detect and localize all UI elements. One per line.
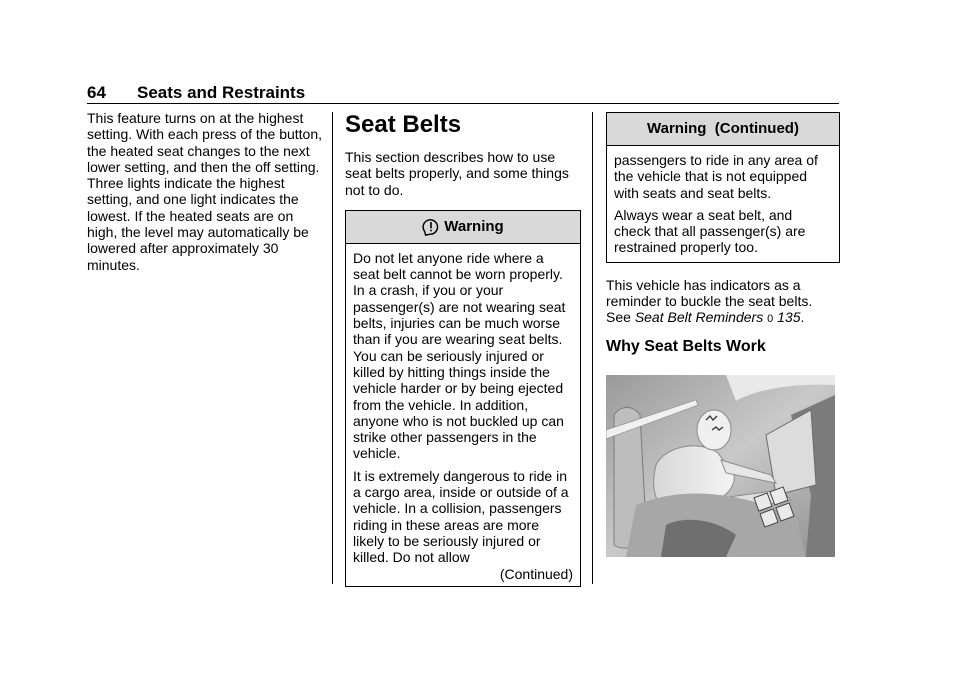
- seat-belt-reminders-link[interactable]: Seat Belt Reminders: [634, 309, 764, 326]
- warning-continued-paragraph-2: Always wear a seat belt, and check that all passenger(s) are restrained properly too.: [614, 206, 806, 256]
- page-number: 64: [87, 83, 106, 102]
- column-middle: [345, 112, 581, 587]
- reminder-paragraph: [606, 277, 840, 328]
- warning-continued-paragraph-1: passengers to ride in any area of the vehicle that is not equipped with seats and seat belts.: [614, 152, 818, 201]
- column-left: [87, 110, 325, 279]
- page-header: [87, 83, 839, 104]
- why-seat-belts-work-heading: Why Seat Belts Work: [606, 337, 766, 355]
- reminder-text: This vehicle has indicators as a reminder to buckle the seat belts. See: [606, 276, 813, 326]
- warning-continued-body: [607, 146, 839, 262]
- column-divider-1: [332, 112, 333, 584]
- period: .: [800, 309, 805, 326]
- warning-box: [345, 210, 581, 587]
- warning-title: Warning: [444, 217, 504, 235]
- continued-label: (Continued): [499, 565, 573, 582]
- seat-belts-intro: This section describes how to use seat belts properly, and some things not to do.: [345, 149, 569, 198]
- warning-paragraph-1: Do not let anyone ride where a seat belt cannot be worn properly. In a crash, if you or your passenger(s) are not wearing seat belts, injuries can be much worse than if you are wearing seat belts. You can be seriously injured or killed by hitting things inside the vehicle harder or by being ejected from the vehicle. In addition, anyone who is not buckled up can strike other passengers in the vehicle.: [353, 249, 566, 462]
- column-right: [606, 112, 840, 370]
- section-title: Seats and Restraints: [137, 83, 306, 102]
- warning-continued-title: Warning (Continued): [647, 119, 799, 137]
- warning-icon: [422, 218, 440, 236]
- warning-continued-header: [607, 113, 839, 146]
- reference-page[interactable]: 135: [777, 309, 801, 326]
- warning-continued-box: [606, 112, 840, 263]
- heated-seat-paragraph: This feature turns on at the highest setting. With each press of the button, the heated seat changes to the next lower setting, and then the off setting. Three lights indicate the highest setting, and one light indicates the lowest. If the heated seats are on high, the level may automatically be lowered after approximately 30 minutes.: [87, 110, 323, 273]
- column-divider-2: [592, 112, 593, 584]
- warning-header: [346, 211, 580, 244]
- seat-belt-illustration: [606, 375, 835, 557]
- warning-paragraph-2: It is extremely dangerous to ride in a cargo area, inside or outside of a vehicle. In a collision, passengers riding in these areas are more likely to be seriously injured or killed. Do not allow: [353, 467, 569, 566]
- seat-belts-title: Seat Belts: [345, 111, 462, 138]
- page-ref-icon: 0: [767, 313, 774, 326]
- warning-body: [346, 244, 580, 586]
